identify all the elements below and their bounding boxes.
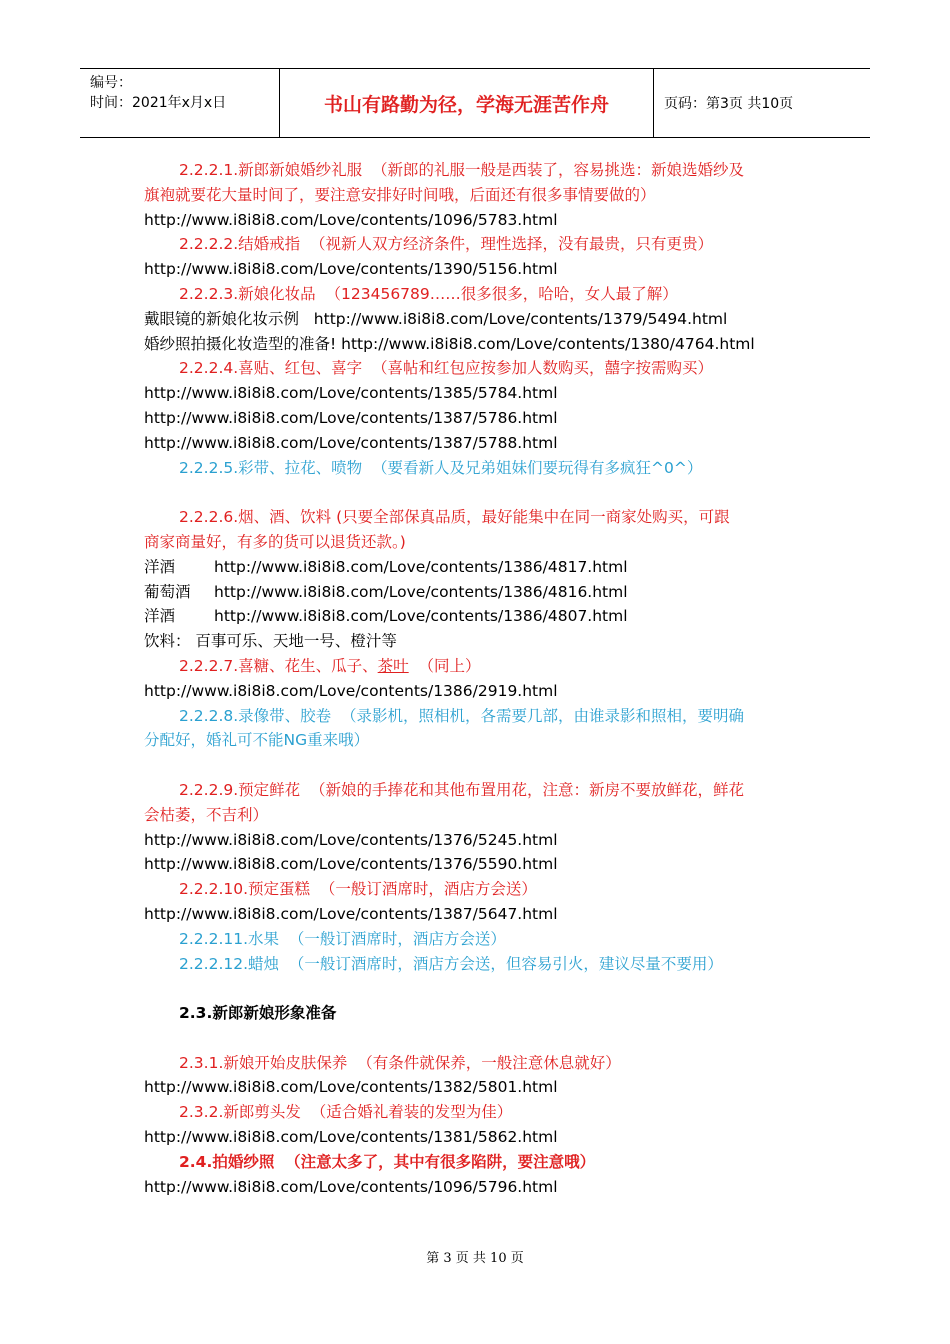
item-2227-heading — [144, 654, 814, 679]
item-note: （新娘的手捧花和其他布置用花，注意：新房不要放鲜花，鲜花 — [310, 780, 745, 799]
item-2226-drinks: 饮料： 百事可乐、天地一号、橙汁等 — [144, 632, 397, 651]
item-2223-example-2 — [144, 332, 814, 357]
item-2228-note-cont: 分配好，婚礼可不能NG重来哦） — [144, 731, 370, 750]
spacer — [144, 480, 814, 505]
item-note: （视新人双方经济条件，理性选择，没有最贵，只有更贵） — [310, 235, 714, 254]
item-title: 2.2.2.3.新娘化妆品 — [179, 284, 316, 303]
item-title: 2.2.2.11.水果 — [179, 929, 280, 948]
example-label: 戴眼镜的新娘化妆示例 — [144, 309, 300, 328]
link-label: 洋酒 — [144, 557, 176, 576]
item-22211-heading — [144, 927, 814, 952]
item-note: (只要全部保真品质，最好能集中在同一商家处购买，可跟 — [336, 508, 730, 527]
item-note: （一般订酒席时，酒店方会送） — [319, 880, 537, 899]
link-label: 葡萄酒 — [144, 582, 191, 601]
serial-label: 编号： — [90, 75, 132, 91]
item-2221-url[interactable]: http://www.i8i8i8.com/Love/contents/1096/5783.html — [144, 210, 558, 229]
item-2226-link-1 — [144, 555, 814, 580]
item-title: 2.2.2.7.喜糖、花生、瓜子、 — [179, 656, 378, 675]
item-title: 2.2.2.12.蜡烛 — [179, 954, 280, 973]
item-2226-link-3 — [144, 604, 814, 629]
header-motto: 书山有路勤为径，学海无涯苦作舟 — [280, 69, 654, 137]
item-2224-url-1[interactable]: http://www.i8i8i8.com/Love/contents/1385/5784.html — [144, 384, 558, 403]
item-2222-heading — [144, 232, 814, 257]
spacer — [144, 1026, 814, 1051]
tea-link[interactable]: 茶叶 — [377, 656, 409, 675]
item-2229-note-cont: 会枯萎，不吉利） — [144, 805, 269, 824]
item-note: （一般订酒席时，酒店方会送，但容易引火，建议尽量不要用） — [288, 954, 723, 973]
item-2229-url-1[interactable]: http://www.i8i8i8.com/Love/contents/1376/5245.html — [144, 830, 558, 849]
item-2224-url-2[interactable]: http://www.i8i8i8.com/Love/contents/1387/5786.html — [144, 408, 558, 427]
spacer — [144, 753, 814, 778]
item-2224-url-3[interactable]: http://www.i8i8i8.com/Love/contents/1387/5788.html — [144, 433, 558, 452]
header-meta — [80, 69, 280, 137]
item-title: 2.2.2.8.录像带、胶卷 — [179, 706, 332, 725]
item-22212-heading — [144, 952, 814, 977]
item-title: 2.2.2.4.喜贴、红包、喜字 — [179, 359, 363, 378]
item-title: 2.2.2.1.新郎新娘婚纱礼服 — [179, 161, 363, 179]
item-note: （喜帖和红包应按参加人数购买，囍字按需购买） — [372, 359, 714, 378]
item-2223-heading — [144, 282, 814, 307]
item-232-heading — [144, 1100, 814, 1125]
section-2-3-heading: 2.3.新郎新娘形象准备 — [179, 1004, 337, 1023]
item-title: 2.3.2.新郎剪头发 — [179, 1103, 301, 1122]
example-label: 婚纱照拍摄化妆造型的准备! — [144, 334, 337, 353]
section-2-4-heading — [144, 1150, 814, 1175]
item-note: （新郎的礼服一般是西装了，容易挑选：新娘选婚纱及 — [372, 161, 745, 179]
item-title: 2.2.2.6.烟、酒、饮料 — [179, 508, 332, 527]
item-title: 2.2.2.10.预定蛋糕 — [179, 880, 311, 899]
example-url[interactable]: http://www.i8i8i8.com/Love/contents/1380/4764.html — [341, 334, 755, 353]
page-header — [80, 68, 870, 138]
item-2224-heading — [144, 356, 814, 381]
item-232-url[interactable]: http://www.i8i8i8.com/Love/contents/1381/5862.html — [144, 1128, 558, 1147]
item-title: 2.2.2.9.预定鲜花 — [179, 780, 301, 799]
item-2223-example-1 — [144, 307, 814, 332]
item-note: （适合婚礼着装的发型为佳） — [310, 1103, 513, 1122]
spacer — [144, 976, 814, 1001]
item-note: （录影机，照相机，各需要几部，由谁录影和照相，要明确 — [341, 706, 745, 725]
example-url[interactable]: http://www.i8i8i8.com/Love/contents/1379/5494.html — [313, 309, 728, 328]
item-note: （要看新人及兄弟姐妹们要玩得有多疯狂^0^） — [372, 458, 703, 477]
item-2226-note-cont: 商家商量好，有多的货可以退货还款。) — [144, 532, 406, 551]
item-22210-heading — [144, 877, 814, 902]
item-231-heading — [144, 1051, 814, 1076]
link-label: 洋酒 — [144, 607, 176, 626]
item-note: （同上） — [418, 656, 481, 675]
item-2221-note-cont: 旗袍就要花大量时间了，要注意安排好时间哦，后面还有很多事情要做的） — [144, 185, 656, 204]
item-title: 2.4.拍婚纱照 — [179, 1152, 275, 1171]
item-2229-heading — [144, 778, 814, 803]
item-note: （注意太多了，其中有很多陷阱，要注意哦） — [285, 1152, 596, 1171]
item-2221-heading — [144, 158, 814, 183]
item-2222-url[interactable]: http://www.i8i8i8.com/Love/contents/1390/5156.html — [144, 260, 558, 279]
item-note: （123456789……很多很多，哈哈，女人最了解） — [325, 284, 678, 303]
link-url[interactable]: http://www.i8i8i8.com/Love/contents/1386/4817.html — [214, 557, 628, 576]
item-2226-link-2 — [144, 580, 814, 605]
item-2227-url[interactable]: http://www.i8i8i8.com/Love/contents/1386/2919.html — [144, 681, 558, 700]
item-2225-heading — [144, 456, 814, 481]
item-22210-url[interactable]: http://www.i8i8i8.com/Love/contents/1387/5647.html — [144, 904, 558, 923]
item-title: 2.3.1.新娘开始皮肤保养 — [179, 1053, 348, 1072]
header-page-info: 页码：第3页 共10页 — [664, 96, 794, 112]
section-2-4-url[interactable]: http://www.i8i8i8.com/Love/contents/1096/5796.html — [144, 1177, 558, 1196]
item-2226-heading — [144, 505, 814, 530]
item-note: （一般订酒席时，酒店方会送） — [288, 929, 506, 948]
date-line: 时间：2021年x月x日 — [90, 95, 227, 111]
document-body — [144, 158, 814, 1199]
item-note: （有条件就保养，一般注意休息就好） — [357, 1053, 621, 1072]
item-title: 2.2.2.2.结婚戒指 — [179, 235, 301, 254]
item-title: 2.2.2.5.彩带、拉花、喷物 — [179, 458, 363, 477]
page-footer: 第 3 页 共 10 页 — [426, 1251, 524, 1266]
link-url[interactable]: http://www.i8i8i8.com/Love/contents/1386/4816.html — [214, 582, 628, 601]
item-2229-url-2[interactable]: http://www.i8i8i8.com/Love/contents/1376/5590.html — [144, 855, 558, 874]
link-url[interactable]: http://www.i8i8i8.com/Love/contents/1386/4807.html — [214, 607, 628, 626]
item-2228-heading — [144, 704, 814, 729]
item-231-url[interactable]: http://www.i8i8i8.com/Love/contents/1382/5801.html — [144, 1078, 558, 1097]
